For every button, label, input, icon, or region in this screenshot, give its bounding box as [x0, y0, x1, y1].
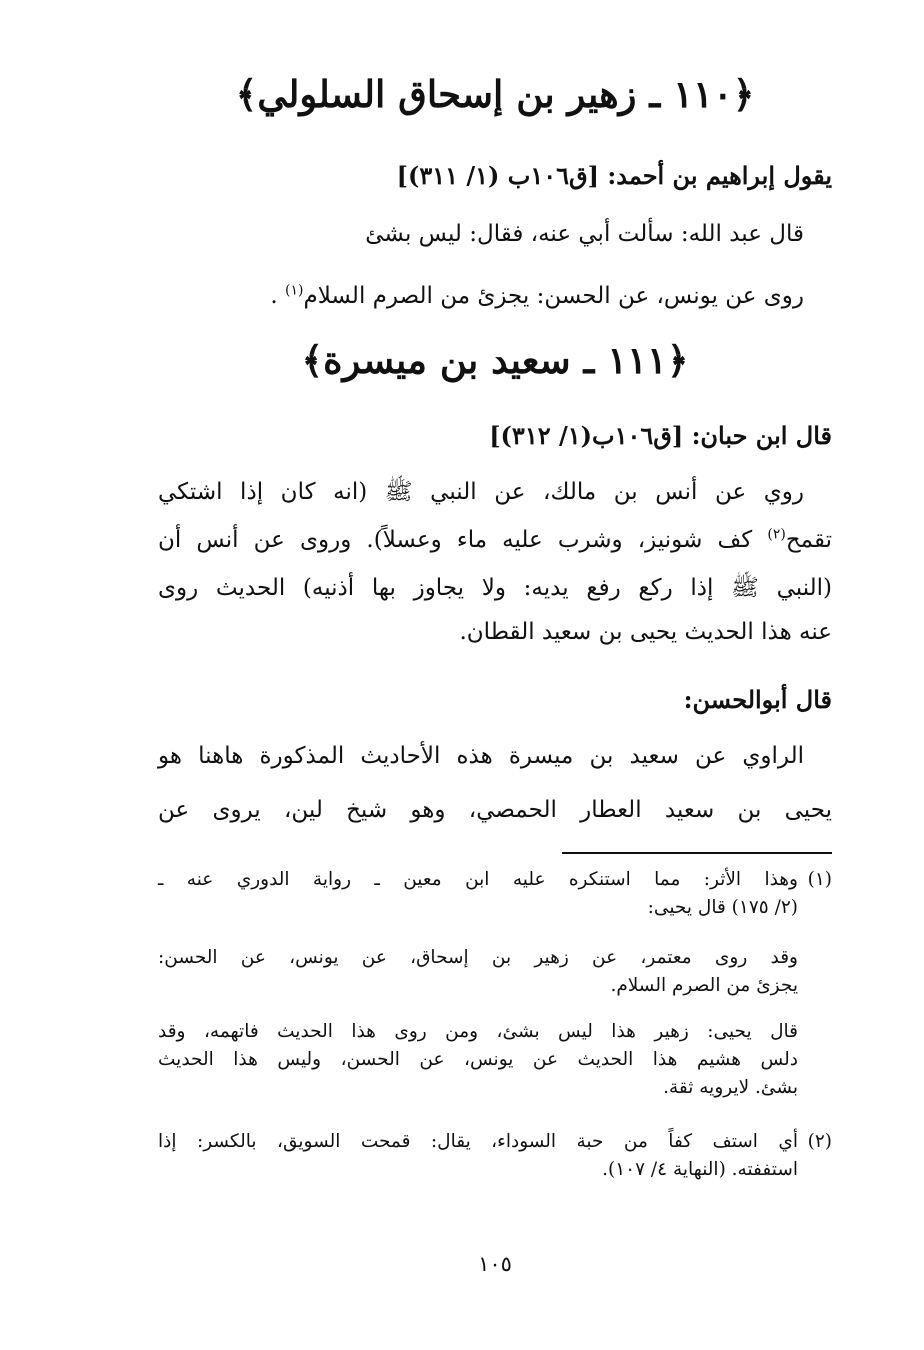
entry-110-source-line: يقول إبراهيم بن أحمد: [ق١٠٦ب (١/ ٣١١)]: [396, 161, 832, 190]
entry-111-source-line: قال ابن حبان: [ق١٠٦ب(١/ ٣١٢)]: [489, 421, 832, 450]
book-page: [158, 0, 832, 1350]
footnote-ref-1[interactable]: (١): [284, 282, 304, 299]
footnote-2: [158, 1128, 832, 1184]
entry-111-para-line-3: (النبي ﷺ إذا ركع رفع يديه: ولا يجاوز بها أذنيه) الحديث روى: [158, 575, 832, 601]
entry-110-line-1: قال عبد الله: سألت أبي عنه، فقال: ليس بشئ: [365, 221, 804, 247]
footnote-2-line-2: استففته. (النهاية ٤/ ١٠٧).: [602, 1158, 798, 1180]
entry-111-para-line-4: عنه هذا الحديث يحيى بن سعيد القطان.: [459, 619, 832, 645]
entry-111-para-line-2-start: تقمح: [785, 527, 832, 553]
entry-111-para-line-2: [158, 526, 832, 556]
entry-111-para-line-2-rest: كف شونيز، وشرب عليه ماء وعسلاً). وروى عن أنس أن: [158, 527, 768, 553]
entry-110-title: ﴿١١٠ ـ زهير بن إسحاق السلولي﴾: [235, 72, 755, 116]
footnote-1-line-2: (٢/ ١٧٥) قال يحيى:: [647, 896, 798, 918]
footnote-2-line-1: أي استف كفاً من حبة السوداء، يقال: قمحت السويق، بالكسر: إذا: [158, 1131, 798, 1152]
abulhasan-label: قال أبوالحسن:: [683, 685, 832, 714]
footnote-1-quote-1-line-2: يجزئ من الصرم السلام.: [610, 974, 798, 996]
entry-111-para-line-1: روي عن أنس بن مالك، عن النبي ﷺ (انه كان إذا اشتكي: [158, 479, 804, 505]
entry-110-line-2-end: .: [270, 283, 285, 309]
footnote-1-quote-1: [158, 944, 832, 1000]
footnote-1-quote-1-line-1: وقد روى معتمر، عن زهير بن إسحاق، عن يونس، عن الحسن:: [158, 947, 798, 968]
footnote-1-number: (١): [807, 869, 832, 890]
footnote-1-quote-2-line-3: بشئ. لايرويه ثقة.: [663, 1076, 798, 1098]
abulhasan-line-1: الراوي عن سعيد بن ميسرة هذه الأحاديث المذكورة هاهنا هو: [158, 743, 804, 769]
page-number: ١٠٥: [478, 1252, 512, 1276]
footnote-ref-2[interactable]: (٢): [767, 526, 786, 543]
entry-110-line-2: [158, 282, 832, 312]
footnote-1: [158, 866, 832, 922]
footnote-1-quote-2: [158, 1018, 832, 1101]
abulhasan-line-2: يحيى بن سعيد العطار الحمصي، وهو شيخ لين، يروى عن: [158, 797, 832, 823]
entry-110-line-2-text: روى عن يونس، عن الحسن: يجزئ من الصرم السلام: [303, 283, 804, 309]
footnote-2-number: (٢): [807, 1131, 832, 1152]
entry-111-title: ﴿١١١ ـ سعيد بن ميسرة﴾: [301, 338, 689, 382]
footnote-1-quote-2-line-1: قال يحيى: زهير هذا ليس بشئ، ومن روى هذا الحديث فاتهمه، وقد: [158, 1021, 798, 1042]
footnote-1-quote-2-line-2: دلس هشيم هذا الحديث عن يونس، عن الحسن، وليس هذا الحديث: [158, 1048, 798, 1070]
footnote-1-line-1: وهذا الأثر: مما استنكره عليه ابن معين ـ رواية الدوري عنه ـ: [158, 869, 798, 890]
footnote-separator: [562, 852, 832, 854]
